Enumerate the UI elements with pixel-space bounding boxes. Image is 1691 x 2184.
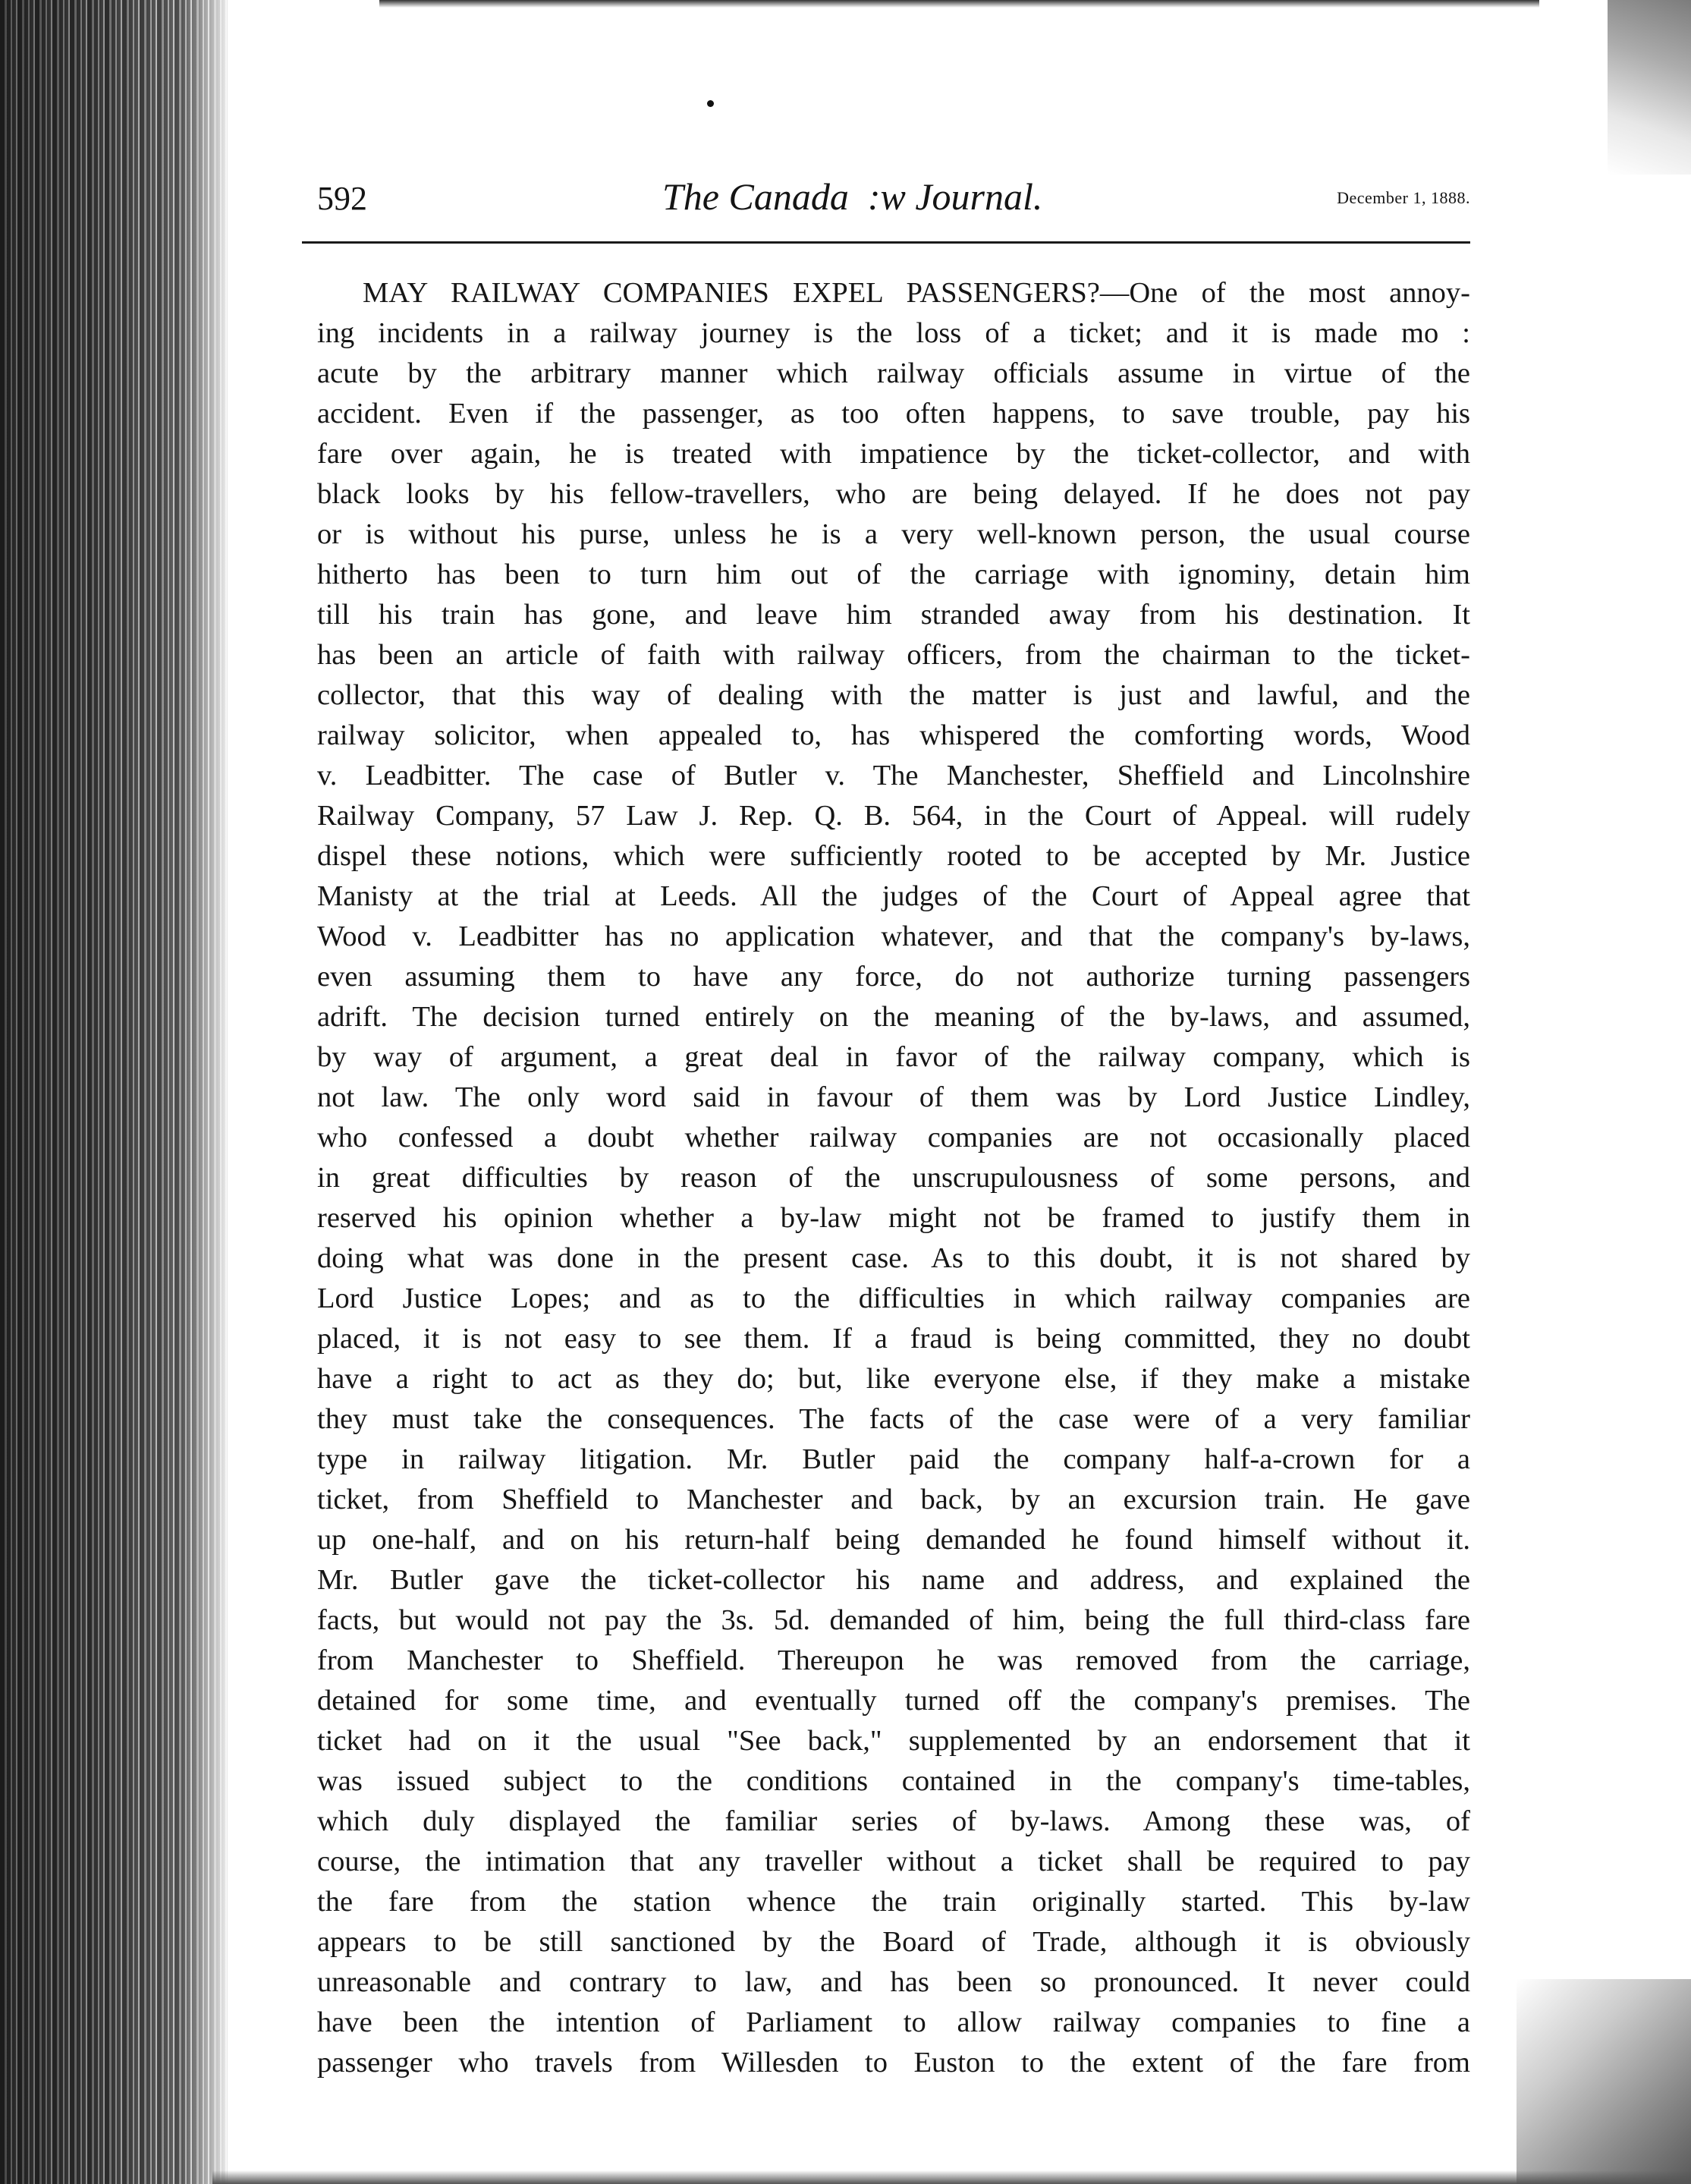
scan-edge-shadow-top-right [1608,0,1691,175]
article-line: Lord Justice Lopes; and as to the difficulties in which railway companies are [317,1282,1470,1314]
article-line: reserved his opinion whether a by-law might not be framed to justify them in [317,1202,1470,1234]
issue-date: December 1, 1888. [1337,188,1470,207]
article-line: in great difficulties by reason of the unscrupulousness of some persons, and [317,1162,1470,1194]
article-line: ticket had on it the usual "See back," supplemented by an endorsement that it [317,1725,1470,1757]
article-line: railway solicitor, when appealed to, has whispered the comforting words, Wood [317,719,1470,751]
article-line: MAY RAILWAY COMPANIES EXPEL PASSENGERS?—One of the most annoy- [363,277,1470,309]
article-line: appears to be still sanctioned by the Board of Trade, although it is obviously [317,1926,1470,1958]
article-line: was issued subject to the conditions contained in the company's time-tables, [317,1765,1470,1797]
article-line: who confessed a doubt whether railway companies are not occasionally placed [317,1122,1470,1153]
article-line: unreasonable and contrary to law, and has been so pronounced. It never could [317,1966,1470,1998]
scan-edge-bottom [212,2170,1691,2184]
article-body [317,273,1470,2083]
article-line: up one-half, and on his return-half being demanded he found himself without it. [317,1524,1470,1556]
article-line: Railway Company, 57 Law J. Rep. Q. B. 564, in the Court of Appeal. will rudely [317,800,1470,832]
article-line: adrift. The decision turned entirely on the meaning of the by-laws, and assumed, [317,1001,1470,1033]
article-line: Manisty at the trial at Leeds. All the judges of the Court of Appeal agree that [317,880,1470,912]
article-line: even assuming them to have any force, do not authorize turning passengers [317,961,1470,993]
article-line: not law. The only word said in favour of them was by Lord Justice Lindley, [317,1081,1470,1113]
scan-edge-top [379,0,1539,8]
article-line: have a right to act as they do; but, like everyone else, if they make a mistake [317,1363,1470,1395]
running-header [317,168,1470,222]
article-line: which duly displayed the familiar series of by-laws. Among these was, of [317,1805,1470,1837]
article-line: passenger who travels from Willesden to Euston to the extent of the fare from [317,2047,1470,2079]
article-line: ing incidents in a railway journey is the loss of a ticket; and it is made mo : [317,317,1470,349]
article-line: facts, but would not pay the 3s. 5d. demanded of him, being the full third-class fare [317,1604,1470,1636]
article-line: fare over again, he is treated with impatience by the ticket-collector, and with [317,438,1470,470]
article-line: course, the intimation that any traveller without a ticket shall be required to pay [317,1846,1470,1877]
page-number: 592 [317,180,367,217]
ink-dot [707,100,714,107]
article-line: they must take the consequences. The facts of the case were of a very familiar [317,1403,1470,1435]
article-line: dispel these notions, which were sufficiently rooted to be accepted by Mr. Justice [317,840,1470,872]
article-line: hitherto has been to turn him out of the carriage with ignominy, detain him [317,559,1470,590]
article-line: detained for some time, and eventually turned off the company's premises. The [317,1685,1470,1717]
article-line: the fare from the station whence the train originally started. This by-law [317,1886,1470,1918]
article-line: till his train has gone, and leave him stranded away from his destination. It [317,599,1470,631]
article-line: by way of argument, a great deal in favor of the railway company, which is [317,1041,1470,1073]
article-line: from Manchester to Sheffield. Thereupon he was removed from the carriage, [317,1644,1470,1676]
article-line: v. Leadbitter. The case of Butler v. The Manchester, Sheffield and Lincolnshire [317,760,1470,791]
article-line: type in railway litigation. Mr. Butler paid the company half-a-crown for a [317,1443,1470,1475]
header-rule [302,241,1470,244]
article-line: Mr. Butler gave the ticket-collector his name and address, and explained the [317,1564,1470,1596]
article-line: acute by the arbitrary manner which railway officials assume in virtue of the [317,357,1470,389]
article-line: collector, that this way of dealing with the matter is just and lawful, and the [317,679,1470,711]
scan-edge-shadow-bottom-right [1517,1979,1691,2184]
article-line: Wood v. Leadbitter has no application whatever, and that the company's by-laws, [317,920,1470,952]
article-line: ticket, from Sheffield to Manchester and back, by an excursion train. He gave [317,1484,1470,1515]
article-line: or is without his purse, unless he is a very well-known person, the usual course [317,518,1470,550]
article-line: placed, it is not easy to see them. If a fraud is being committed, they no doubt [317,1323,1470,1355]
article-line: has been an article of faith with railway officers, from the chairman to the ticket- [317,639,1470,671]
article-line: black looks by his fellow-travellers, who are being delayed. If he does not pay [317,478,1470,510]
article-line: doing what was done in the present case. As to this doubt, it is not shared by [317,1242,1470,1274]
journal-title: The Canada :w Journal. [662,175,1043,218]
book-binding-edge [0,0,228,2184]
article-line: have been the intention of Parliament to allow railway companies to fine a [317,2006,1470,2038]
article-line: accident. Even if the passenger, as too often happens, to save trouble, pay his [317,398,1470,430]
